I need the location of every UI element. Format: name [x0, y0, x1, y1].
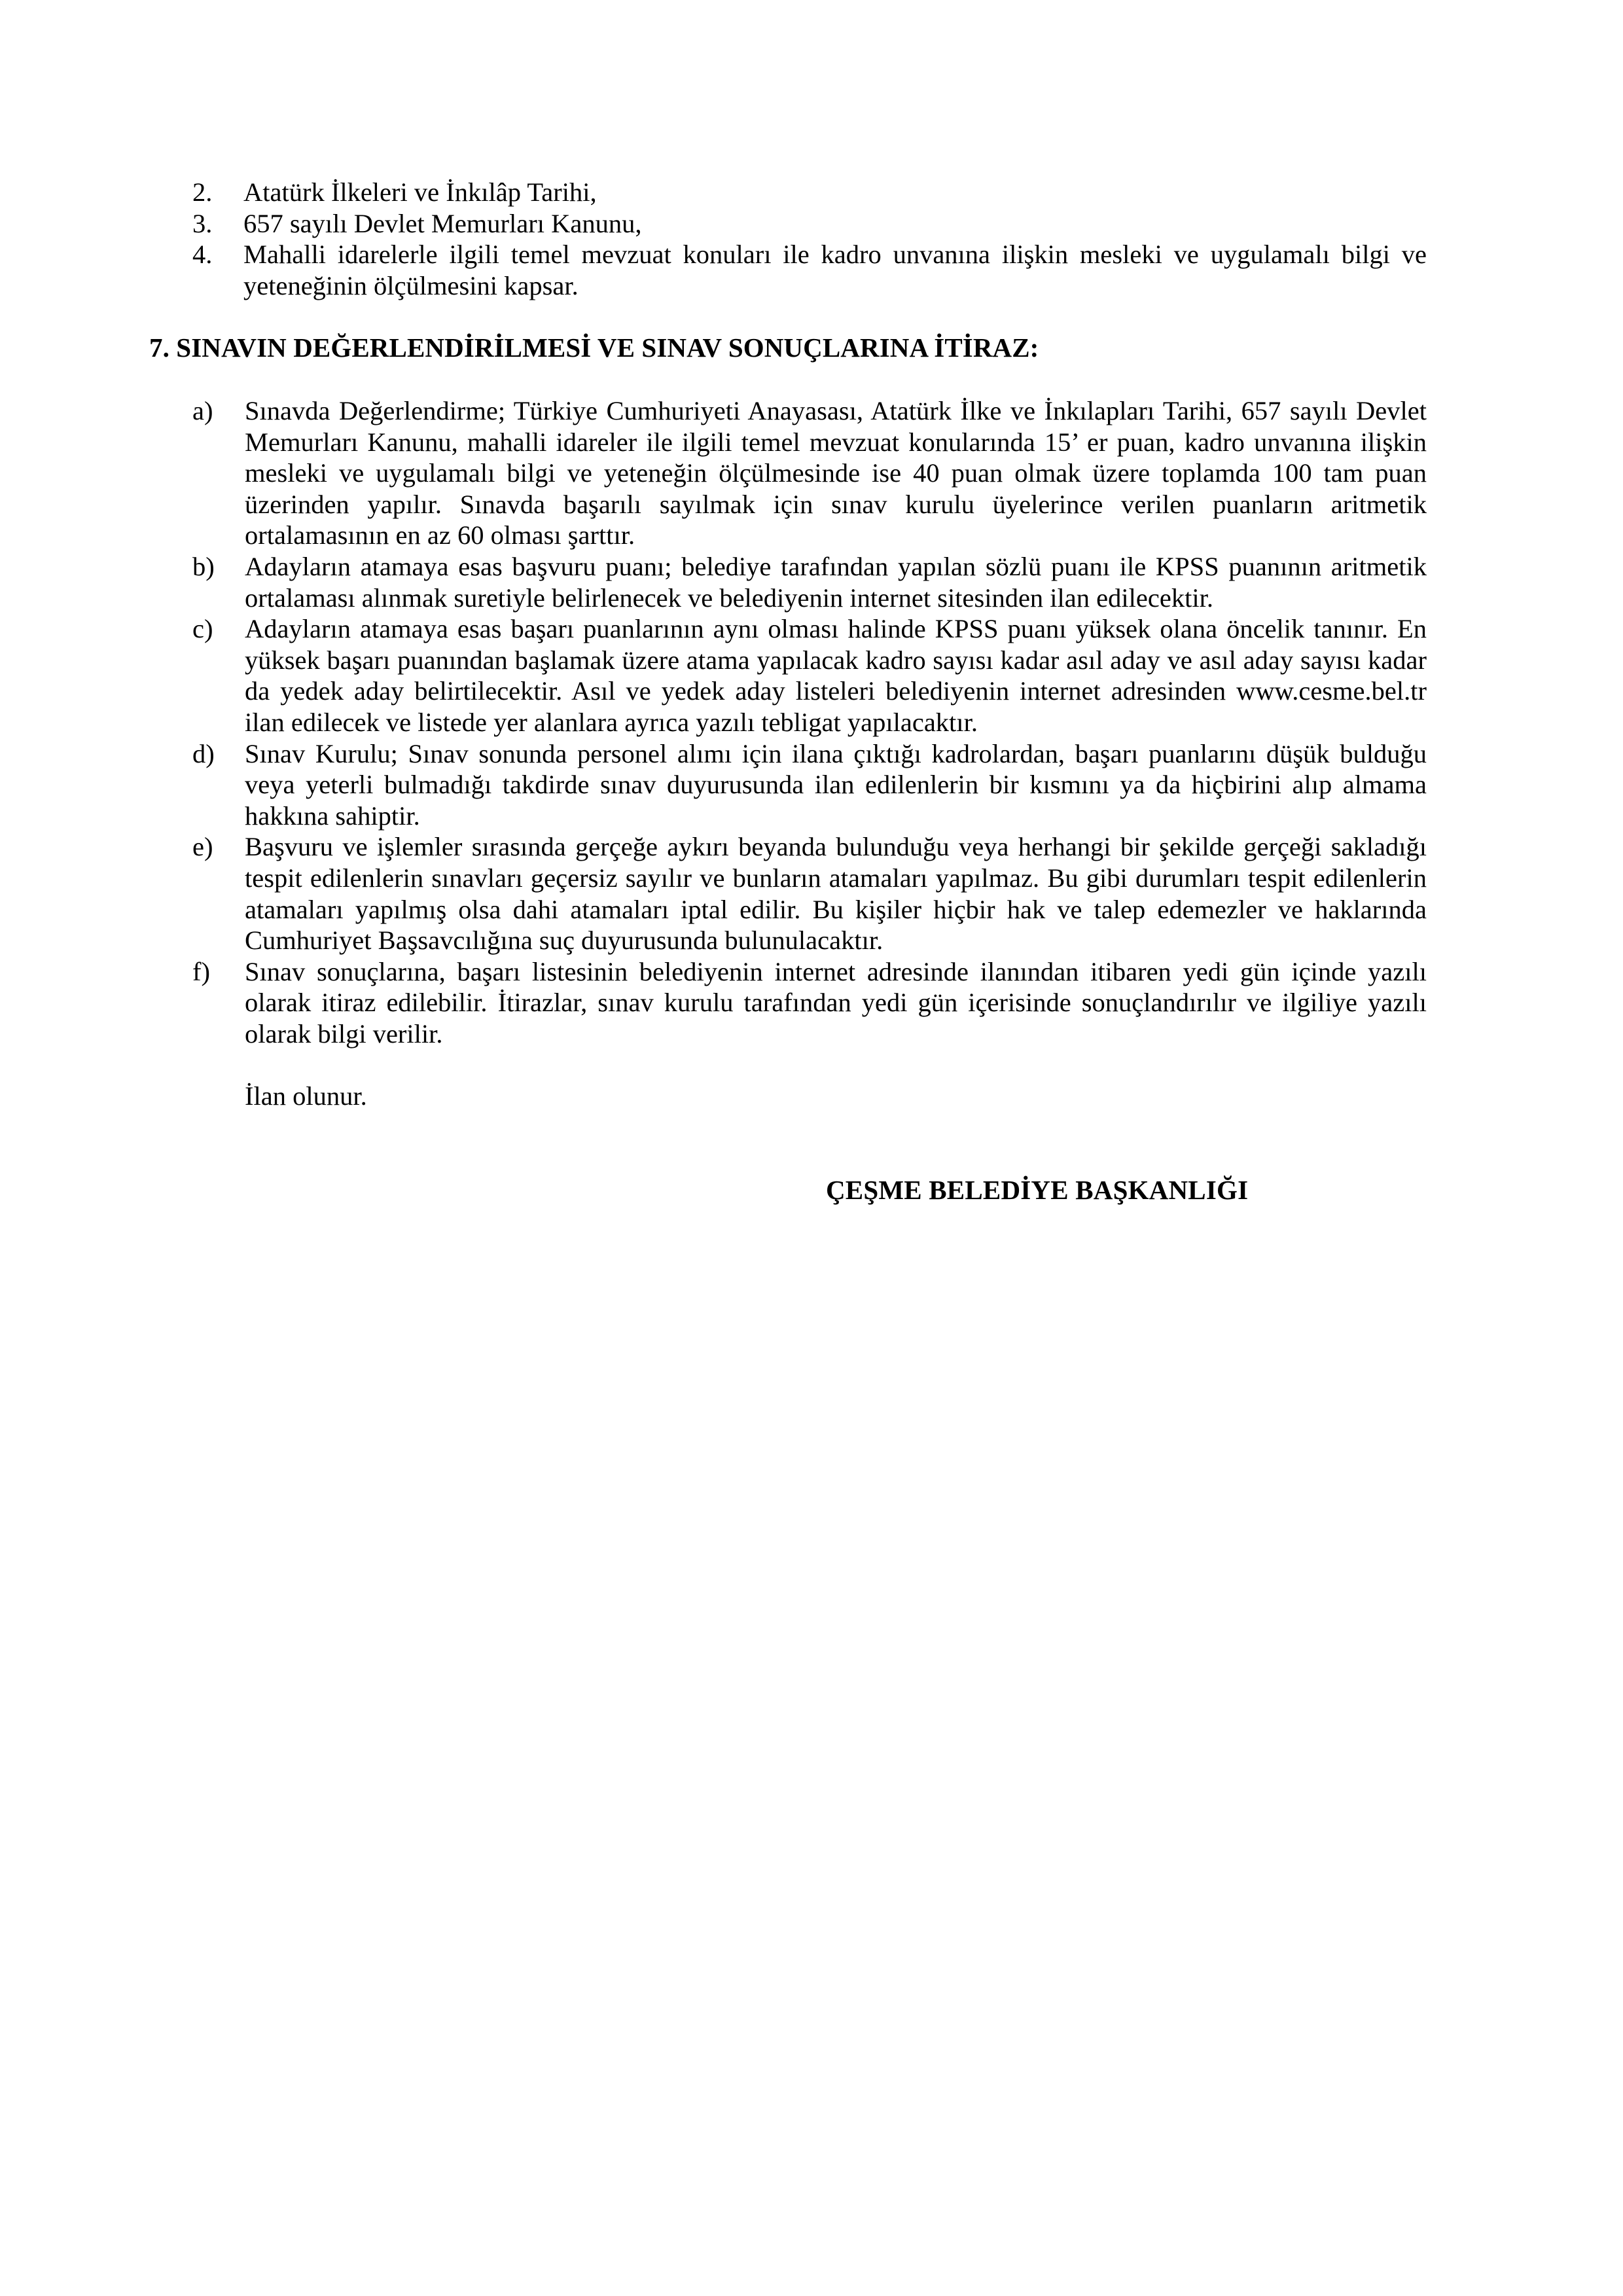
signature-line: ÇEŞME BELEDİYE BAŞKANLIĞI [826, 1175, 1249, 1206]
list-item-text: Mahalli idarelerle ilgili temel mevzuat konuları ile kadro unvanına ilişkin mesleki ve uygulamalı bilgi ve yeteneğinin ölçülmesini kapsar. [243, 240, 1427, 300]
list-item-text: Sınav sonuçlarına, başarı listesinin belediyenin internet adresinde ilanından itibaren yedi gün içinde yazılı olarak itiraz edilebilir. İtirazlar, sınav kurulu tarafından yedi gün içerisinde sonuçlandırılır ve ilgiliye yazılı olarak bilgi verilir. [245, 956, 1427, 1049]
list-item [149, 831, 1427, 956]
list-item [149, 177, 1427, 208]
list-item [149, 208, 1427, 240]
list-item [149, 239, 1427, 301]
lettered-list [149, 395, 1427, 1049]
list-item-text: Adayların atamaya esas başarı puanlarının aynı olması halinde KPSS puanı yüksek olana öncelik tanınır. En yüksek başarı puanından başlamak üzere atama yapılacak kadro sayısı kadar asıl aday ve asıl aday sayısı kadar da yedek aday belirtilecektir. Asıl ve yedek aday listeleri belediyenin internet adresinden www.cesme.bel.tr ilan edilecek ve listede yer alanlara ayrıca yazılı tebligat yapılacaktır. [245, 614, 1427, 737]
list-marker: 3. [192, 208, 213, 238]
spacer [149, 1049, 1427, 1081]
document-content [149, 177, 1427, 1206]
closing-line: İlan olunur. [245, 1081, 367, 1111]
list-marker: 4. [192, 240, 213, 269]
spacer [149, 301, 1427, 332]
list-marker: a) [192, 396, 213, 425]
list-marker: d) [192, 738, 215, 768]
list-marker: c) [192, 614, 213, 644]
list-marker: 2. [192, 177, 213, 207]
spacer [149, 363, 1427, 395]
list-item-text: Sınav Kurulu; Sınav sonunda personel alımı için ilana çıktığı kadrolardan, başarı puanlarını düşük bulduğu veya yeterli bulmadığı takdirde sınav duyurusunda ilan edilenlerin bir kısmını ya da hiçbirini alıp almama hakkına sahiptir. [245, 738, 1427, 831]
list-item-text: Sınavda Değerlendirme; Türkiye Cumhuriyeti Anayasası, Atatürk İlke ve İnkılapları Tarihi, 657 sayılı Devlet Memurları Kanunu, mahalli idareler ile ilgili temel mevzuat konularında 15’ er puan, kadro unvanına ilişkin mesleki ve uygulamalı bilgi ve yeteneğin ölçülmesinde ise 40 puan olmak üzere toplamda 100 tam puan üzerinden yapılır. Sınavda başarılı sayılmak için sınav kurulu üyelerince verilen puanların aritmetik ortalamasının en az 60 olması şarttır. [245, 396, 1427, 550]
list-item-text: Atatürk İlkeleri ve İnkılâp Tarihi, [243, 177, 597, 207]
list-item [149, 395, 1427, 551]
spacer [149, 1112, 1427, 1174]
section-heading: 7. SINAVIN DEĞERLENDİRİLMESİ VE SINAV SONUÇLARINA İTİRAZ: [149, 332, 1039, 363]
list-item-text: Başvuru ve işlemler sırasında gerçeğe aykırı beyanda bulunduğu veya herhangi bir şekilde gerçeği sakladığı tespit edilenlerin sınavları geçersiz sayılır ve bunların atamaları yapılmaz. Bu gibi durumları tespit edilenlerin atamaları yapılmış olsa dahi atamaları iptal edilir. Bu kişiler hiçbir hak ve talep edemezler ve haklarında Cumhuriyet Başsavcılığına suç duyurusunda bulunulacaktır. [245, 832, 1427, 956]
list-item-text: 657 sayılı Devlet Memurları Kanunu, [243, 208, 642, 238]
list-marker: e) [192, 832, 213, 862]
list-marker: b) [192, 551, 215, 581]
list-item [149, 956, 1427, 1050]
list-item [149, 613, 1427, 738]
list-item [149, 738, 1427, 832]
list-marker: f) [192, 956, 210, 986]
numbered-list [149, 177, 1427, 301]
list-item-text: Adayların atamaya esas başvuru puanı; belediye tarafından yapılan sözlü puanı ile KPSS puanının aritmetik ortalaması alınmak suretiyle belirlenecek ve belediyenin internet sitesinden ilan edilecektir. [245, 551, 1427, 613]
list-item [149, 551, 1427, 613]
